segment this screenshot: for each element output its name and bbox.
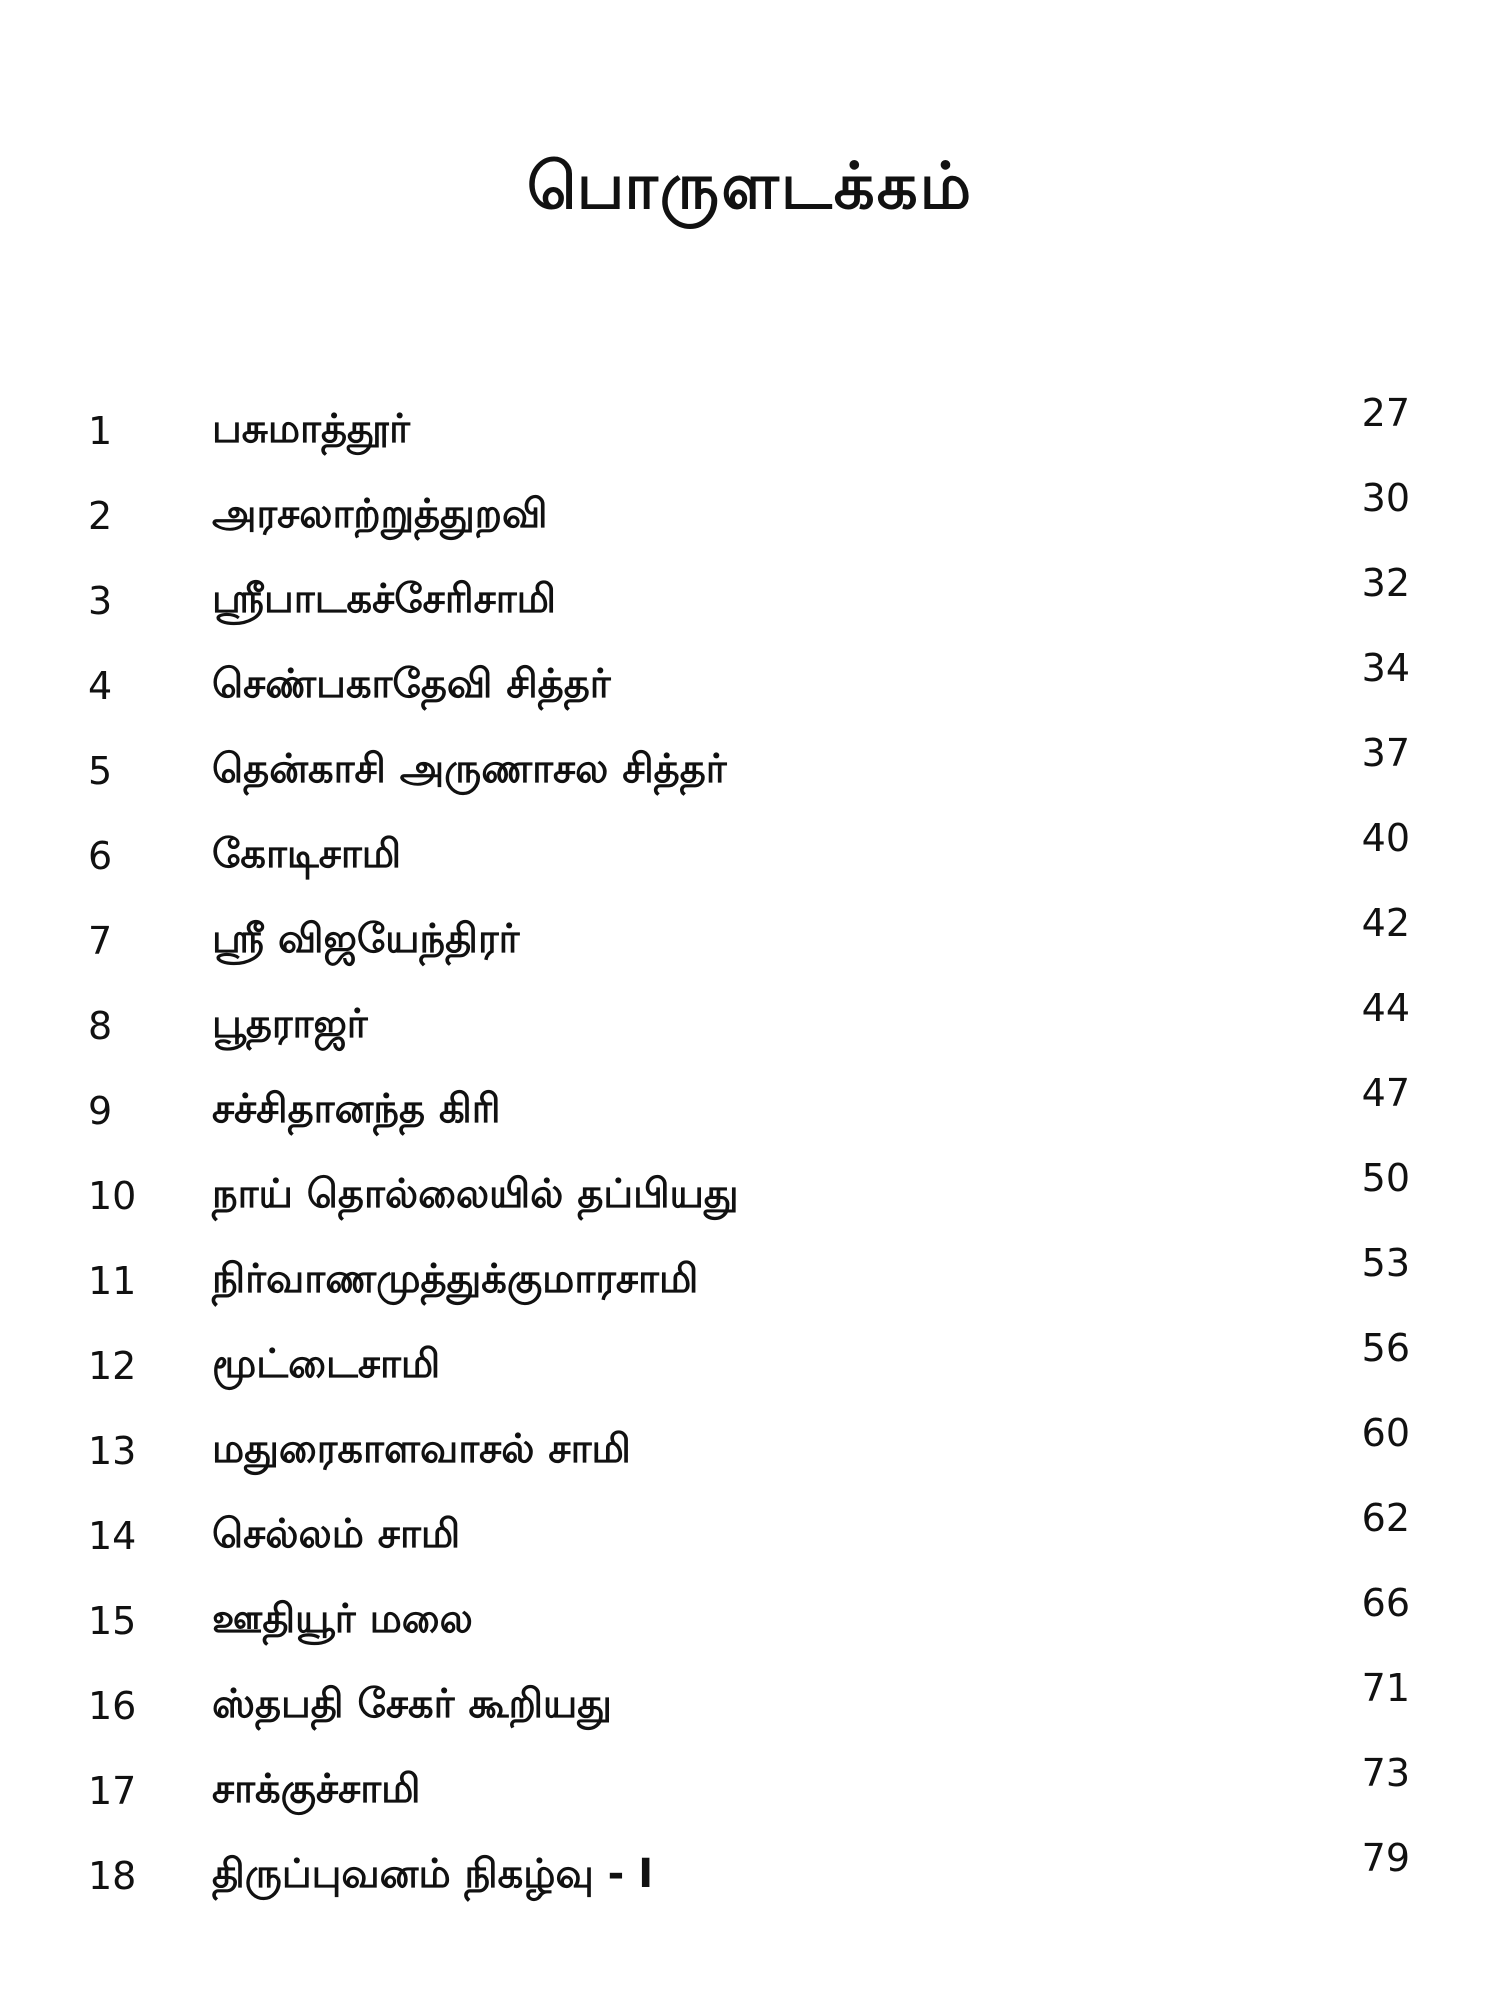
toc-row bbox=[0, 1750, 1500, 1830]
entry-number: 4 bbox=[88, 664, 113, 708]
toc-row bbox=[0, 475, 1500, 555]
entry-page: 71 bbox=[1361, 1666, 1410, 1710]
toc-row bbox=[0, 1325, 1500, 1405]
entry-number: 11 bbox=[88, 1259, 137, 1303]
toc-row bbox=[0, 1155, 1500, 1235]
entry-page: 73 bbox=[1361, 1751, 1410, 1795]
entry-title: செண்பகாதேவி சித்தர் bbox=[212, 661, 611, 707]
toc-row bbox=[0, 730, 1500, 810]
entry-page: 32 bbox=[1361, 561, 1410, 605]
entry-page: 53 bbox=[1361, 1241, 1410, 1285]
entry-number: 1 bbox=[88, 409, 113, 453]
entry-title: நிர்வாணமுத்துக்குமாரசாமி bbox=[212, 1256, 699, 1302]
entry-page: 66 bbox=[1361, 1581, 1410, 1625]
toc-row bbox=[0, 1665, 1500, 1745]
entry-page: 40 bbox=[1361, 816, 1410, 860]
toc-row bbox=[0, 900, 1500, 980]
entry-title: ஸ்தபதி சேகர் கூறியது bbox=[212, 1681, 612, 1727]
entry-page: 50 bbox=[1361, 1156, 1410, 1200]
entry-title: பூதராஜர் bbox=[212, 1001, 368, 1047]
entry-page: 34 bbox=[1361, 646, 1410, 690]
entry-page: 62 bbox=[1361, 1496, 1410, 1540]
entry-title: பசுமாத்தூர் bbox=[212, 406, 411, 452]
toc-row bbox=[0, 645, 1500, 725]
entry-title: தென்காசி அருணாசல சித்தர் bbox=[212, 746, 727, 792]
entry-page: 27 bbox=[1361, 391, 1410, 435]
entry-page: 30 bbox=[1361, 476, 1410, 520]
entry-number: 12 bbox=[88, 1344, 137, 1388]
entry-page: 60 bbox=[1361, 1411, 1410, 1455]
entry-title: கோடிசாமி bbox=[212, 831, 402, 877]
toc-row bbox=[0, 1410, 1500, 1490]
entry-number: 13 bbox=[88, 1429, 137, 1473]
entry-number: 3 bbox=[88, 579, 113, 623]
entry-title: சாக்குச்சாமி bbox=[212, 1766, 421, 1812]
entry-title: ஊதியூர் மலை bbox=[212, 1596, 473, 1642]
entry-title: திருப்புவனம் நிகழ்வு - I bbox=[212, 1851, 654, 1897]
entry-number: 18 bbox=[88, 1854, 137, 1898]
toc-row bbox=[0, 1495, 1500, 1575]
entry-page: 56 bbox=[1361, 1326, 1410, 1370]
toc-row bbox=[0, 560, 1500, 640]
toc-row bbox=[0, 1240, 1500, 1320]
entry-title: ஸ்ரீ விஜயேந்திரர் bbox=[212, 916, 520, 962]
entry-number: 2 bbox=[88, 494, 113, 538]
entry-title: ஸ்ரீபாடகச்சேரிசாமி bbox=[212, 576, 557, 622]
entry-page: 37 bbox=[1361, 731, 1410, 775]
toc-row bbox=[0, 815, 1500, 895]
entry-number: 6 bbox=[88, 834, 113, 878]
entry-number: 14 bbox=[88, 1514, 137, 1558]
entry-number: 10 bbox=[88, 1174, 137, 1218]
entry-number: 5 bbox=[88, 749, 113, 793]
toc-row bbox=[0, 1070, 1500, 1150]
entry-number: 17 bbox=[88, 1769, 137, 1813]
entry-number: 9 bbox=[88, 1089, 113, 1133]
toc-row bbox=[0, 390, 1500, 470]
page-title: பொருளடக்கம் bbox=[526, 150, 974, 224]
entry-number: 15 bbox=[88, 1599, 137, 1643]
entry-page: 79 bbox=[1361, 1836, 1410, 1880]
toc-row bbox=[0, 985, 1500, 1065]
entry-title: அரசலாற்றுத்துறவி bbox=[212, 491, 548, 537]
entry-title: நாய் தொல்லையில் தப்பியது bbox=[212, 1171, 739, 1217]
entry-title: மூட்டைசாமி bbox=[212, 1341, 441, 1387]
toc-row bbox=[0, 1835, 1500, 1915]
toc-row bbox=[0, 1580, 1500, 1660]
entry-title: செல்லம் சாமி bbox=[212, 1511, 461, 1557]
entry-number: 7 bbox=[88, 919, 113, 963]
entry-number: 16 bbox=[88, 1684, 137, 1728]
entry-page: 47 bbox=[1361, 1071, 1410, 1115]
entry-number: 8 bbox=[88, 1004, 113, 1048]
entry-page: 42 bbox=[1361, 901, 1410, 945]
entry-title: சச்சிதானந்த கிரி bbox=[212, 1086, 501, 1132]
entry-title: மதுரைகாளவாசல் சாமி bbox=[212, 1426, 631, 1472]
entry-page: 44 bbox=[1361, 986, 1410, 1030]
